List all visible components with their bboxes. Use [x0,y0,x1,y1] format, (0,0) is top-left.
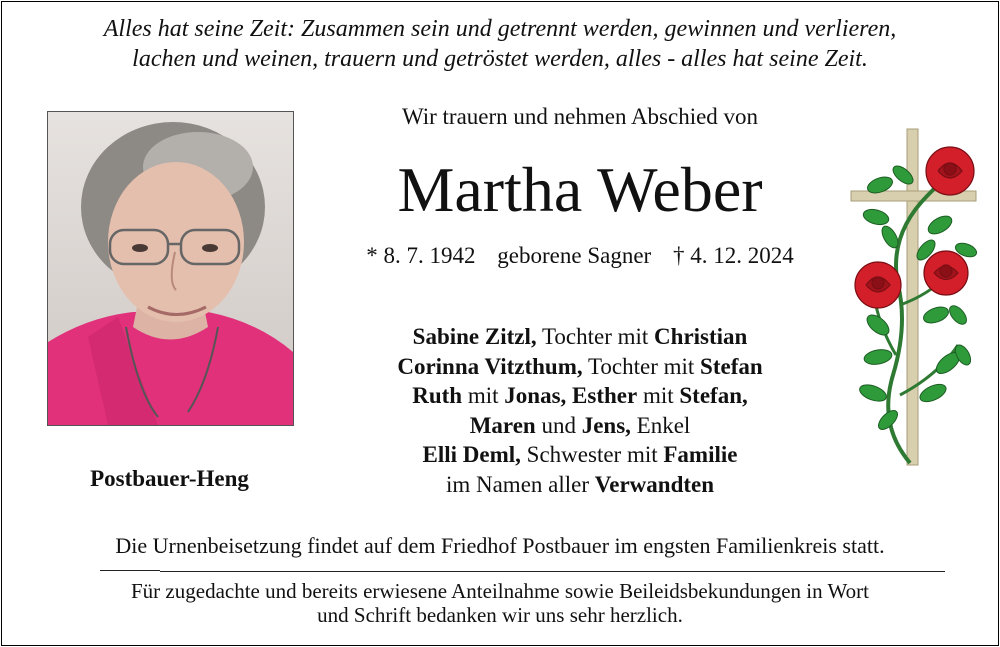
burial-notice: Die Urnenbeisetzung findet auf dem Friedhof Postbauer im engsten Familienkreis statt. [115,533,885,558]
mourner-line-4: Maren und Jens, Enkel [469,412,691,438]
thanks-line-1: Für zugedachte und bereits erwiesene Anteilnahme sowie Beileidsbekundungen in Wort [131,579,869,603]
portrait-photo [47,111,294,426]
birth-date: * 8. 7. 1942 [366,243,476,268]
thanks-note [0,579,1000,627]
mourner-line-3: Ruth mit Jonas, Esther mit Stefan, [412,383,748,408]
mourner-line-2: Corinna Vitzthum, Tochter mit Stefan [397,353,763,379]
motto-line-1: Alles hat seine Zeit: Zusammen sein und getrennt werden, gewinnen und verlieren, [103,16,897,42]
deceased-name: Martha Weber [397,154,763,225]
cross-with-roses-icon [848,125,983,470]
place-of-residence: Postbauer-Heng [90,466,249,491]
intro-line: Wir trauern und nehmen Abschied von [401,104,759,129]
mourners-list [320,322,840,499]
death-date: † 4. 12. 2024 [672,243,794,268]
motto-quote [0,14,1000,74]
thanks-line-2: und Schrift bedanken wir uns sehr herzlich. [317,603,683,627]
mourner-line-6: im Namen aller Verwandten [445,471,715,497]
mourner-line-1: Sabine Zitzl, Tochter mit Christian [412,324,748,349]
maiden-name: geborene Sagner [497,243,652,268]
life-dates [320,243,840,269]
motto-line-2: lachen und weinen, trauern und getröstet werden, alles - alles hat seine Zeit. [132,46,868,72]
divider-left [100,570,160,571]
mourner-line-5: Elli Deml, Schwester mit Familie [422,442,738,467]
divider-line [160,571,945,572]
